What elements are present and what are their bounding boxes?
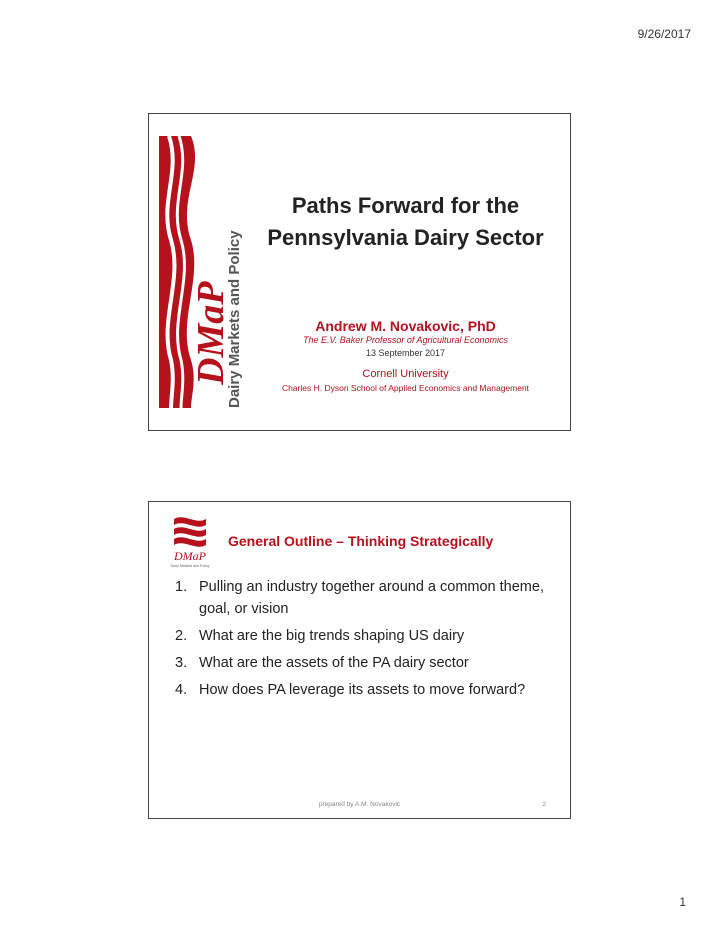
outline-list bbox=[175, 576, 555, 706]
title-line-2: Pennsylvania Dairy Sector bbox=[267, 225, 544, 250]
slide-number: 2 bbox=[542, 801, 546, 808]
list-item bbox=[175, 576, 555, 620]
logo-letters: DMaP bbox=[174, 549, 206, 563]
item-text: What are the big trends shaping US dairy bbox=[199, 628, 465, 644]
dmap-logo-small bbox=[170, 513, 210, 569]
title-line-1: Paths Forward for the bbox=[291, 193, 520, 218]
logo-tagline: Dairy Markets and Policy bbox=[226, 230, 243, 408]
university-name: Cornell University bbox=[362, 368, 449, 380]
slide-title: General Outline – Thinking Strategically bbox=[228, 533, 494, 549]
slide-1 bbox=[148, 113, 571, 431]
author-name: Andrew M. Novakovic, PhD bbox=[315, 318, 496, 334]
logo-wave bbox=[174, 537, 206, 546]
item-number: 1. bbox=[175, 579, 188, 595]
item-number: 3. bbox=[175, 655, 188, 671]
school-name: Charles H. Dyson School of Applied Economics and Management bbox=[281, 383, 530, 393]
slide-title bbox=[241, 190, 570, 254]
logo-tagline: Dairy Markets and Policy bbox=[170, 564, 210, 568]
list-item bbox=[175, 625, 555, 647]
dmap-logo bbox=[157, 130, 241, 414]
page-number: 1 bbox=[679, 895, 686, 909]
list-item bbox=[175, 652, 555, 674]
item-number: 2. bbox=[175, 628, 188, 644]
slide-2 bbox=[148, 501, 571, 819]
slide-footer: prepared by A.M. Novakovic bbox=[318, 801, 401, 808]
logo-wave bbox=[174, 517, 206, 526]
logo-letters: DMaP bbox=[190, 281, 232, 385]
list-item bbox=[175, 679, 555, 701]
item-text: Pulling an industry together around a common theme, goal, or vision bbox=[199, 579, 544, 617]
presentation-date: 13 September 2017 bbox=[365, 348, 446, 358]
item-number: 4. bbox=[175, 682, 188, 698]
logo-wave bbox=[174, 527, 206, 536]
item-text: What are the assets of the PA dairy sector bbox=[199, 655, 469, 671]
author-professorship: The E.V. Baker Professor of Agricultural Economics bbox=[302, 335, 509, 345]
header-date: 9/26/2017 bbox=[637, 27, 691, 41]
item-text: How does PA leverage its assets to move forward? bbox=[199, 682, 526, 698]
